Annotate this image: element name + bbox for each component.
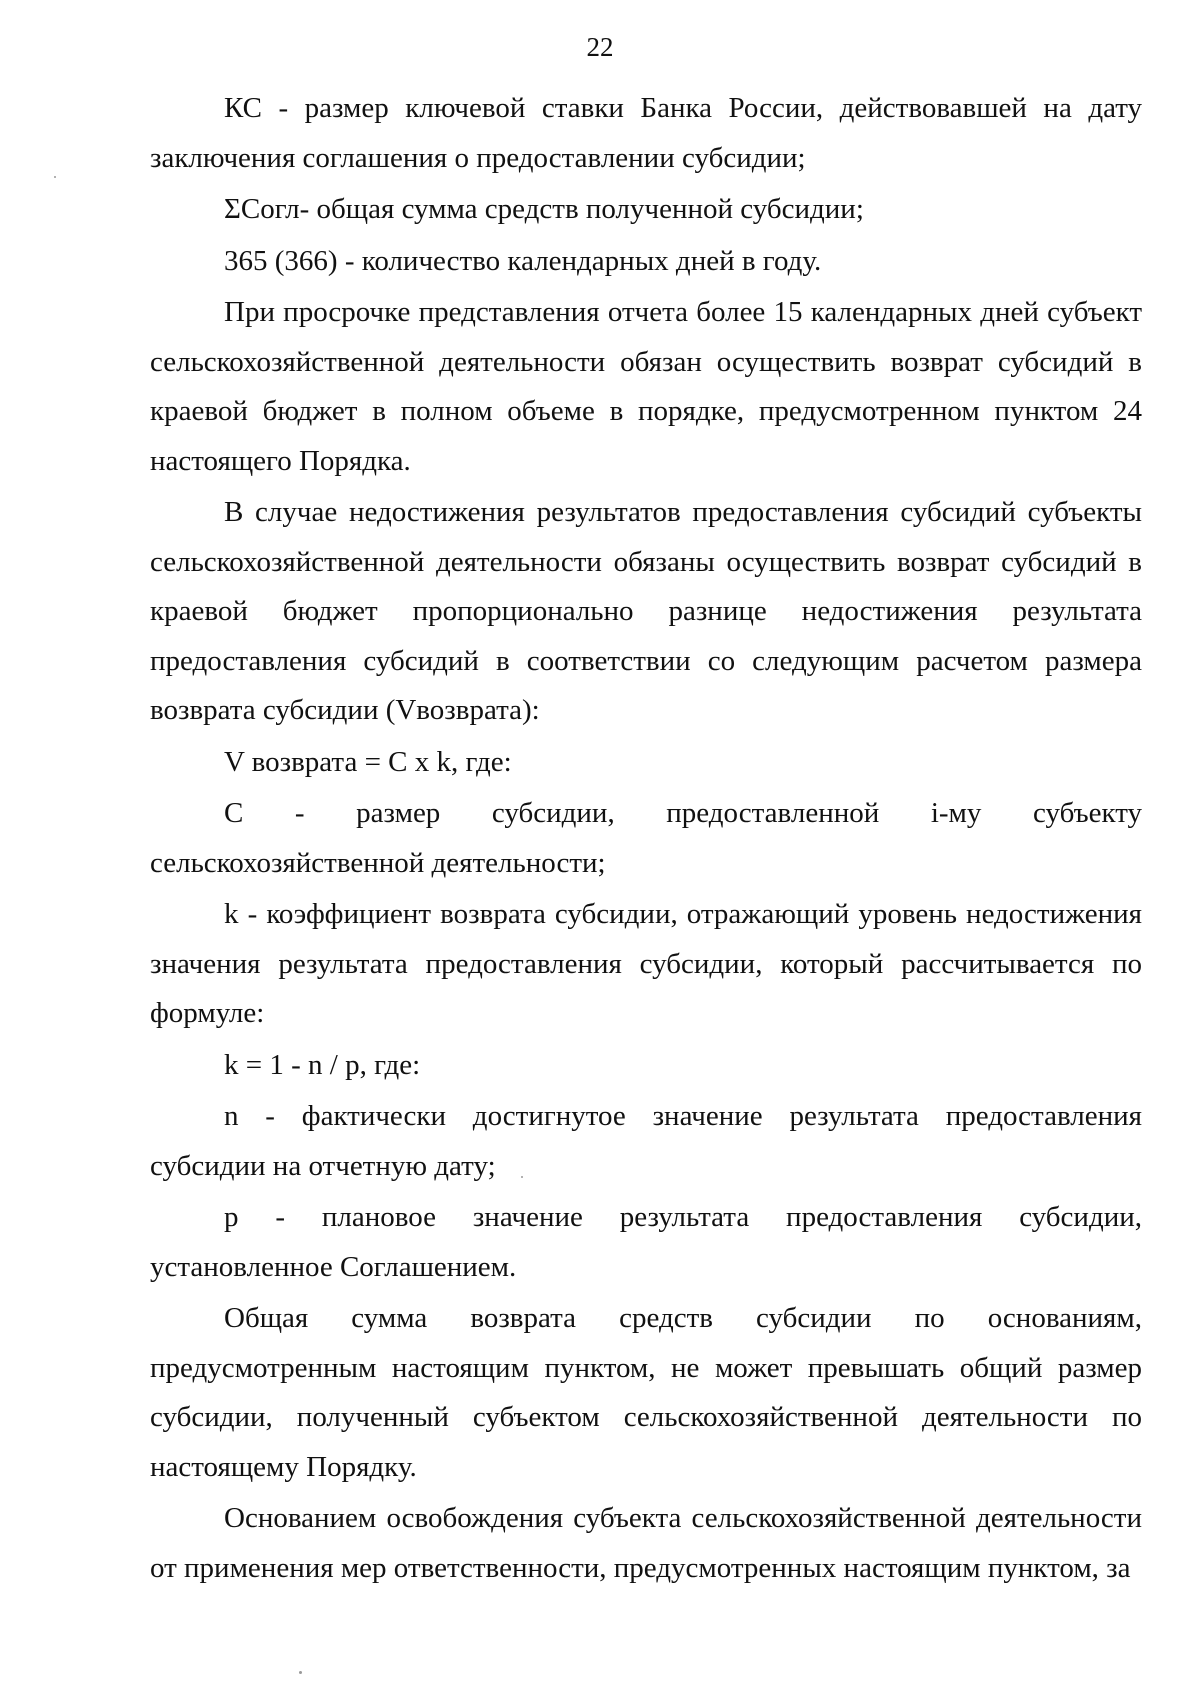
scan-speck <box>54 176 56 178</box>
paragraph-k-formula: k = 1 - n / p, где: <box>224 1048 421 1081</box>
paragraph-days-in-year: 365 (366) - количество календарных дней в году. <box>224 244 822 277</box>
paragraph-report-delay: При просрочке представления отчета более 15 календарных дней субъект сельскохозяйственной деятельности обязан осуществить возврат субсидий в краевой бюджет в полном объеме в порядке, предусмотренном пунктом 24 настоящего Порядка. <box>150 296 1142 477</box>
scan-speck <box>299 1671 302 1674</box>
paragraph-results-shortfall: В случае недостижения результатов предоставления субсидий субъекты сельскохозяйственной деятельности обязаны осуществить возврат субсидий в краевой бюджет пропорционально разнице недостижения результата предоставления субсидий в соответствии со следующим расчетом размера возврата субсидии (Vвозврата): <box>150 496 1142 726</box>
scan-speck <box>521 1176 523 1178</box>
paragraph-p-definition: p - плановое значение результата предоставления субсидии, установленное Соглашением. <box>150 1201 1142 1283</box>
page-number: 22 <box>586 32 614 62</box>
paragraph-return-formula: V возврата = C x k, где: <box>224 745 512 778</box>
paragraph-c-definition: С - размер субсидии, предоставленной i-му субъекту сельскохозяйственной деятельности; <box>150 797 1142 879</box>
paragraph-return-limit: Общая сумма возврата средств субсидии по основаниям, предусмотренным настоящим пунктом, не может превышать общий размер субсидии, полученный субъектом сельскохозяйственной деятельности по настоящему Порядку. <box>150 1302 1142 1483</box>
paragraph-k-definition: k - коэффициент возврата субсидии, отражающий уровень недостижения значения результата предоставления субсидии, который рассчитывается по формуле: <box>150 898 1142 1029</box>
paragraph-liability-exemption: Основанием освобождения субъекта сельскохозяйственной деятельности от применения мер ответственности, предусмотренных настоящим пунктом, за <box>150 1502 1142 1584</box>
paragraph-subsidy-total: ΣСогл- общая сумма средств полученной субсидии; <box>224 193 864 225</box>
document-body <box>150 84 1142 1593</box>
paragraph-key-rate: КС - размер ключевой ставки Банка России, действовавшей на дату заключения соглашения о предоставлении субсидии; <box>150 92 1142 174</box>
paragraph-n-definition: n - фактически достигнутое значение результата предоставления субсидии на отчетную дату; <box>150 1100 1142 1182</box>
